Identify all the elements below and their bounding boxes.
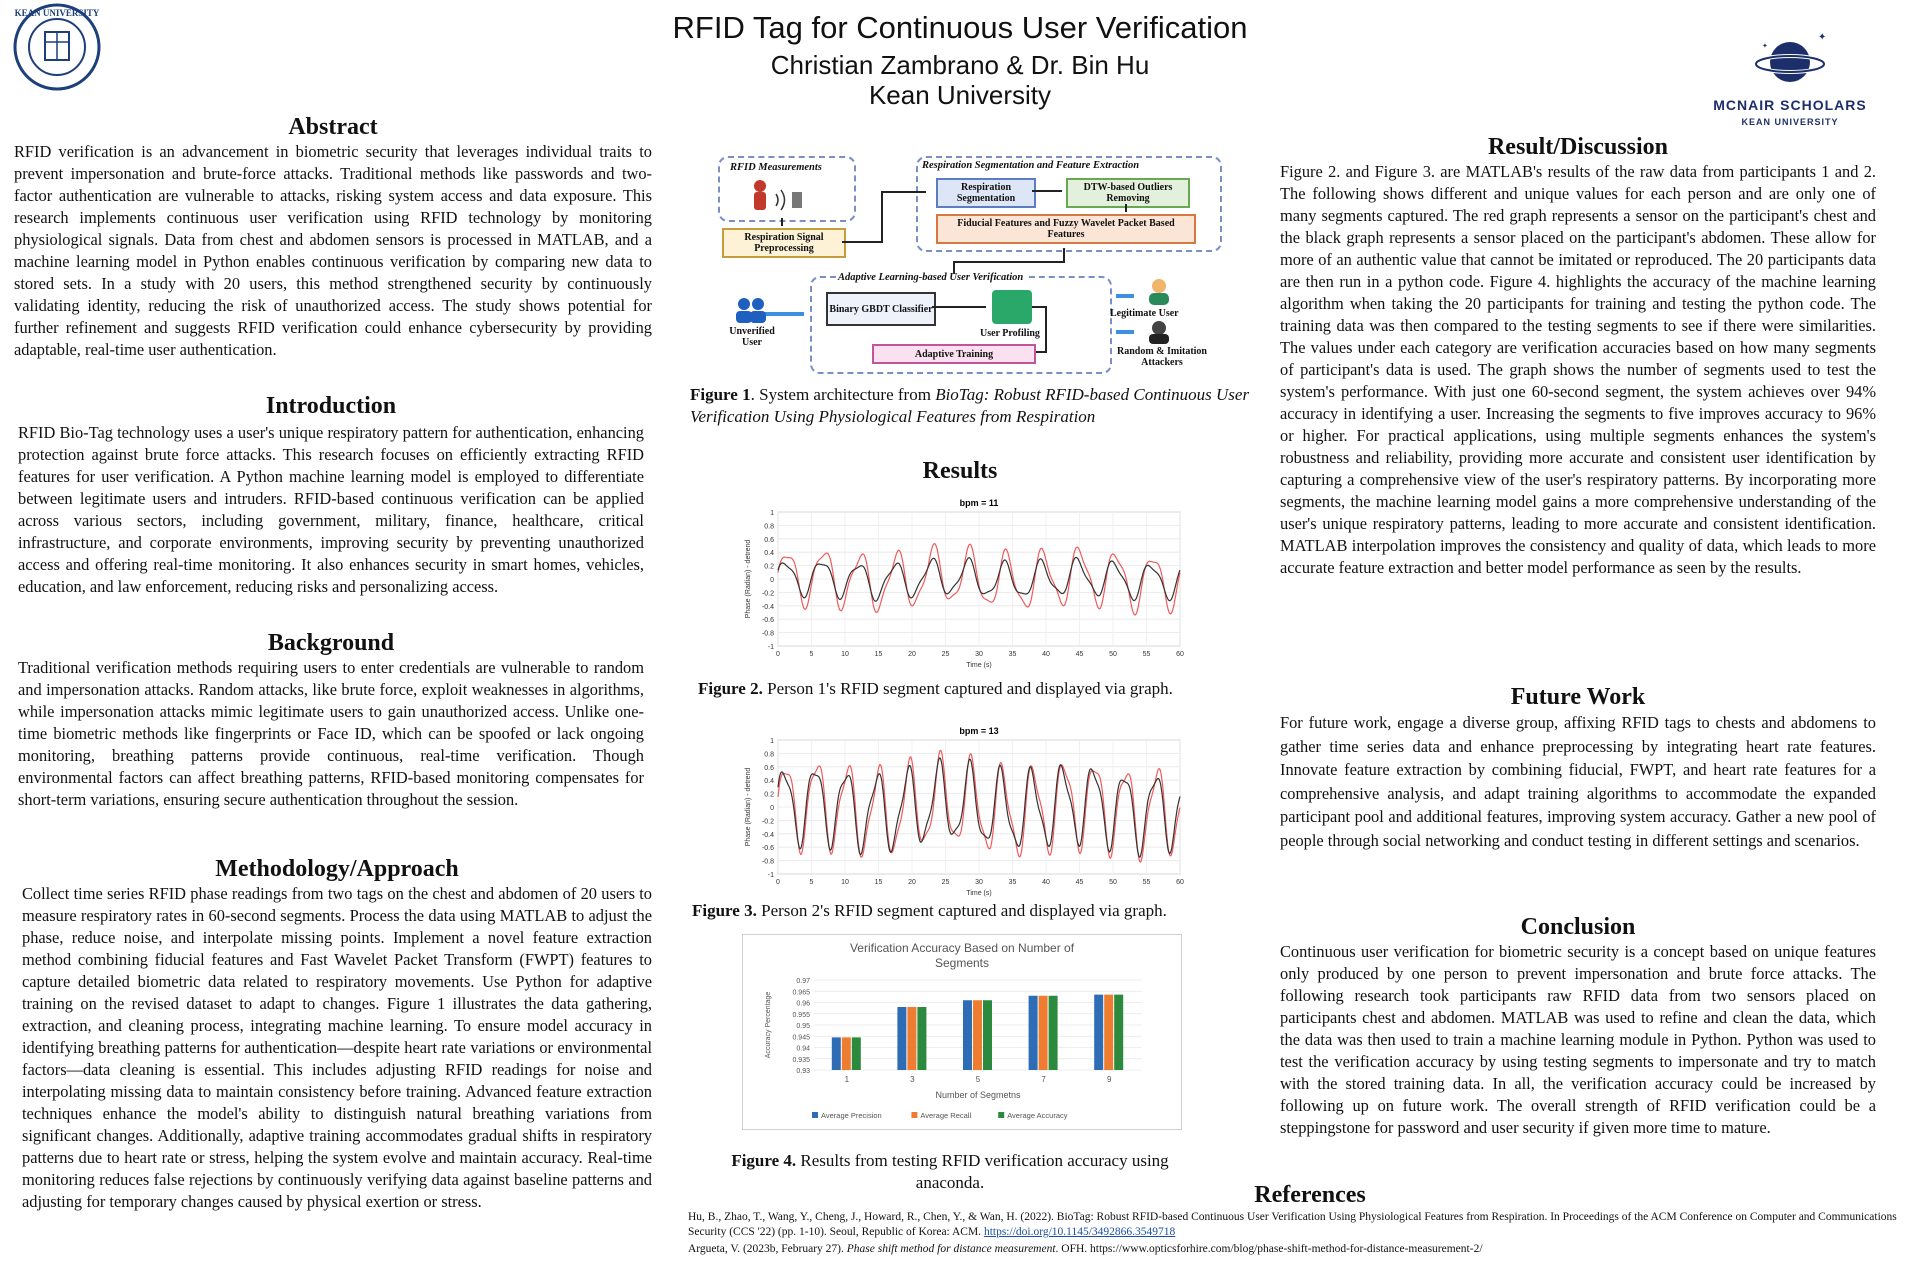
y-tick-label: 1 <box>770 510 774 517</box>
figure1-caption-italic: BioTag: Robust RFID-based Continuous User Verification Using Physiological Features from Respiration <box>690 385 1250 426</box>
methodology-section <box>22 856 652 1213</box>
legend-label: Average Accuracy <box>1007 1111 1068 1120</box>
figure4-caption-text: Results from testing RFID verification accuracy using anaconda. <box>796 1151 1169 1192</box>
box-fiducial-features: Fiducial Features and Fuzzy Wavelet Packet Based Features <box>936 214 1196 244</box>
y-tick-label: -1 <box>767 872 774 879</box>
box-respiration-preprocessing: Respiration Signal Preprocessing <box>722 228 846 258</box>
legend-swatch <box>998 1112 1004 1118</box>
legend-swatch <box>911 1112 917 1118</box>
bar-average-precision <box>1029 996 1038 1070</box>
x-tick-label: 35 <box>1008 879 1017 886</box>
background-section <box>18 630 644 811</box>
legend-label: Average Precision <box>821 1111 882 1120</box>
label-user-profiling: User Profiling <box>980 328 1040 339</box>
bar-average-precision <box>897 1007 906 1070</box>
x-tick-label: 20 <box>908 651 916 658</box>
y-tick-label: -0.8 <box>761 858 774 866</box>
methodology-heading: Methodology/Approach <box>215 856 459 882</box>
y-tick-label: 0.4 <box>764 550 774 558</box>
y-tick-label: -0.6 <box>761 617 774 625</box>
y-tick-label: 0.96 <box>796 1000 810 1008</box>
x-tick-label: 5 <box>809 879 814 886</box>
abstract-text: RFID verification is an advancement in biometric security that leverages individual traits to prevent impersonation and brute-force attacks. Traditional methods like passwords and two-factor authentication are vulnerable to attacks, risking system access and data exposure. This research implements continuous user verification using RFID technology by monitoring physiological signals. Data from chest and abdomen sensors is processed in MATLAB, and a machine learning model in Python enables continuous verification by comparing new data to stored sets. In a study with 20 users, this method strengthened security by continuously validating identity, reducing the risk of unauthorized access. The study shows potential for further refinement and suggests RFID verification could enhance cybersecurity by providing adaptable, real-time user authentication. <box>14 142 652 359</box>
x-tick-label: 45 <box>1075 879 1084 886</box>
x-tick-label: 55 <box>1142 651 1151 658</box>
label-unverified-user: Unverified User <box>729 326 775 348</box>
x-tick-label: 3 <box>910 1075 915 1084</box>
x-tick-label: 10 <box>841 879 849 886</box>
label-attackers: Random & Imitation Attackers <box>1116 346 1207 368</box>
reference-2-pre: Argueta, V. (2023b, February 27). <box>688 1243 847 1255</box>
y-tick-label: -0.8 <box>761 630 774 638</box>
mcnair-title: MCNAIR SCHOLARS <box>1713 97 1867 113</box>
y-tick-label: 0 <box>770 805 774 812</box>
legitimate-user-icon <box>1144 278 1174 306</box>
discussion-section <box>1280 134 1876 579</box>
bar-average-recall <box>907 1007 916 1070</box>
group-adaptive-learning-title: Adaptive Learning-based User Verification <box>838 272 1024 283</box>
x-tick-label: 60 <box>1176 879 1184 886</box>
figure3-caption <box>692 900 1252 922</box>
box-dtw-outliers: DTW-based Outliers Removing <box>1066 178 1190 208</box>
x-tick-label: 45 <box>1075 651 1084 658</box>
y-tick-label: 0.955 <box>792 1011 810 1019</box>
references-list <box>688 1210 1916 1257</box>
results-heading <box>880 458 1040 485</box>
y-tick-label: -0.6 <box>761 845 774 853</box>
attacker-icon <box>1144 320 1174 344</box>
y-tick-label: -0.4 <box>761 831 774 839</box>
y-axis-label: Phase (Radian) - detrend <box>745 767 752 847</box>
reference-2 <box>688 1242 1916 1257</box>
figure4-caption-label: Figure 4. <box>731 1151 797 1170</box>
y-tick-label: 0.97 <box>796 978 810 985</box>
y-tick-label: 0.93 <box>796 1068 810 1075</box>
y-tick-label: 0.95 <box>796 1023 810 1030</box>
reference-2-post: . OFH. https://www.opticsforhire.com/blog/phase-shift-method-for-distance-measurement-2/ <box>1055 1243 1483 1255</box>
box-adaptive-training: Adaptive Training <box>872 344 1036 364</box>
poster-title: RFID Tag for Continuous User Verification <box>672 10 1248 45</box>
y-tick-label: -0.4 <box>761 603 774 611</box>
bar-average-accuracy <box>852 1037 861 1070</box>
x-tick-label: 1 <box>844 1075 850 1084</box>
y-tick-label: 1 <box>770 738 774 745</box>
y-tick-label: 0.6 <box>764 764 774 772</box>
y-tick-label: 0.94 <box>796 1045 810 1053</box>
kean-seal <box>12 2 102 92</box>
figure2-caption-text: Person 1's RFID segment captured and displayed via graph. <box>762 679 1173 698</box>
poster-authors: Christian Zambrano & Dr. Bin Hu <box>770 50 1150 80</box>
bar-average-accuracy <box>917 1007 926 1070</box>
legend-label: Average Recall <box>920 1111 972 1120</box>
y-tick-label: 0.8 <box>764 523 774 531</box>
figure3-line-chart <box>730 722 1190 902</box>
y-tick-label: 0.965 <box>792 989 810 997</box>
x-tick-label: 25 <box>941 879 950 886</box>
label-legitimate-user: Legitimate User <box>1110 308 1179 319</box>
x-tick-label: 10 <box>841 651 849 658</box>
svg-text:✦: ✦ <box>1818 32 1827 43</box>
bar-average-accuracy <box>1114 995 1123 1070</box>
svg-text:✦: ✦ <box>1762 42 1768 50</box>
bar-average-recall <box>973 1000 982 1070</box>
introduction-section <box>18 393 644 598</box>
x-tick-label: 0 <box>776 651 780 658</box>
y-tick-label: -1 <box>767 644 774 651</box>
background-text: Traditional verification methods requiring users to enter credentials are vulnerable to random and impersonation attacks. Random attacks, like brute force, exploit weaknesses in algorithms, while impersonation attacks mimic legitimate users to gain unauthorized access. Unlike one-time biometric methods like fingerprints or Face ID, which can be spoofed or lack ongoing monitoring, breathing patterns provide continuous, real-time verification. Though environmental factors can affect breathing patterns, RFID-based monitoring compensates for short-term variations, ensuring secure authentication throughout the session. <box>18 658 644 809</box>
future-work-section <box>1280 684 1876 853</box>
chart-title: bpm = 13 <box>959 726 999 736</box>
x-tick-label: 30 <box>975 879 983 886</box>
x-tick-label: 15 <box>874 879 883 886</box>
bar-average-precision <box>963 1000 972 1070</box>
x-tick-label: 25 <box>941 651 950 658</box>
future-work-text: For future work, engage a diverse group, affixing RFID tags to chests and abdomens to gather time series data and enhance preprocessing by integrating heart rate features. Innovate feature extraction by combining fiducial, FWPT, and heart rate features for a comprehensive analysis, and adapt training algorithms to accommodate the expanded participant pool and additional features, improving system accuracy. Gather a new pool of people through social networking and conduct testing in different settings and scenarios. <box>1280 713 1876 850</box>
x-tick-label: 50 <box>1109 651 1117 658</box>
y-tick-label: 0.4 <box>764 778 774 786</box>
poster-affiliation: Kean University <box>868 80 1052 110</box>
figure1-caption-text: . System architecture from <box>750 385 936 404</box>
chart-title-line2: Segments <box>934 956 990 970</box>
reference-1-link[interactable]: https://doi.org/10.1145/3492866.3549718 <box>983 1226 1176 1238</box>
x-tick-label: 7 <box>1041 1075 1046 1084</box>
x-tick-label: 40 <box>1042 879 1050 886</box>
figure3-caption-label: Figure 3. <box>692 901 757 920</box>
bar-average-precision <box>1094 995 1103 1070</box>
planet-icon <box>1700 30 1880 90</box>
references-heading <box>1230 1182 1390 1209</box>
figure2-caption <box>698 678 1258 700</box>
reference-1-text: Hu, B., Zhao, T., Wang, Y., Cheng, J., Howard, R., Chen, Y., & Wan, H. (2022). BioTag: Robust RFID-based Continuous User Verification Using Physiological Features from Respiration. In Proceedings of the ACM Conference on Computer and Communications Security (CCS '22) (pp. 1-10). Seoul, Republic of Korea: ACM. <box>688 1211 1897 1238</box>
mcnair-subtitle: KEAN UNIVERSITY <box>1741 117 1839 127</box>
references-heading-text: References <box>1254 1182 1366 1208</box>
users-icon <box>732 296 772 326</box>
y-tick-label: -0.2 <box>761 590 774 598</box>
y-tick-label: 0.6 <box>764 536 774 544</box>
background-heading: Background <box>267 630 395 656</box>
future-work-heading: Future Work <box>1510 684 1646 710</box>
reference-1 <box>688 1210 1916 1240</box>
bar-average-precision <box>832 1037 841 1070</box>
y-tick-label: 0.945 <box>792 1034 810 1042</box>
bar-average-accuracy <box>1049 996 1058 1070</box>
y-tick-label: 0.2 <box>764 791 774 799</box>
figure2-line-chart <box>730 494 1190 674</box>
bar-average-recall <box>1039 996 1048 1070</box>
x-axis-label: Time (s) <box>966 662 992 669</box>
bar-average-accuracy <box>983 1000 992 1070</box>
conclusion-section <box>1280 914 1876 1139</box>
svg-text:KEAN UNIVERSITY: KEAN UNIVERSITY <box>14 8 100 18</box>
x-tick-label: 35 <box>1008 651 1017 658</box>
y-axis-label: Phase (Radian) - detrend <box>745 539 752 619</box>
figure4-caption <box>700 1150 1200 1194</box>
x-tick-label: 5 <box>809 651 814 658</box>
figure1-caption <box>690 384 1270 428</box>
group-rfid-measurements-title: RFID Measurements <box>730 162 822 173</box>
group-respiration-segmentation-title: Respiration Segmentation and Feature Extraction <box>922 160 1140 171</box>
abstract-section <box>14 114 652 361</box>
legend-swatch <box>812 1112 818 1118</box>
box-respiration-segmentation: Respiration Segmentation <box>936 178 1036 208</box>
discussion-text: Figure 2. and Figure 3. are MATLAB's results of the raw data from participants 1 and 2. The following shows different and unique values for each person and are only one of many segments captured. The red graph represents a sensor on the participant's chest and the black graph represents a sensor placed on the participant's abdomen. These allow for more of an authentic value that cannot be imitated or reproduced. The 20 participants data are then run in a python code. Figure 4. highlights the accuracy of the machine learning algorithm when taking the 20 participants for training and testing the python code. The training data was then compared to the testing segments to see if there were similarities. The values under each category are verification accuracies based on how many segments of participant's data is used. The graph shows the number of segments used to test the system's performance. With just one 60-second segment, the system achieves over 94% accuracy in identifying a user. Increasing the segments to five improves accuracy to 96% or higher. For practical applications, using multiple segments enhances the system's robustness and reliability, providing more accurate and consistent user identification by capturing a comprehensive view of the user's respiratory patterns. By incorporating more segments, the machine learning model gains a more comprehensive understanding of the user's unique respiratory patterns, leading to more accurate and consistent identification. MATLAB interpolation improves the consistency and quality of data, which leads to more accurate feature extraction and better model performance as seen by the results. <box>1280 162 1876 577</box>
figure3-caption-text: Person 2's RFID segment captured and displayed via graph. <box>756 901 1167 920</box>
x-tick-label: 50 <box>1109 879 1117 886</box>
chart-title-line1: Verification Accuracy Based on Number of <box>849 941 1075 955</box>
x-tick-label: 55 <box>1142 879 1151 886</box>
bar-average-recall <box>842 1037 851 1070</box>
x-tick-label: 30 <box>975 651 983 658</box>
introduction-text: RFID Bio-Tag technology uses a user's unique respiratory pattern for authentication, enhancing protection against brute force attacks. This research focuses on efficiently extracting RFID features for user verification. A Python machine learning model is employed to differentiate between legitimate users and intruders. RFID-based continuous verification can be applied across various sectors, including government, military, finance, healthcare, critical infrastructure, and corporate environments, improving security by preventing unauthorized access and offering real-time monitoring. It also enhances security in smart homes, vehicles, education, and law enforcement, reducing risks and personalizing access. <box>18 423 644 596</box>
reference-2-italic: Phase shift method for distance measurement <box>846 1243 1056 1255</box>
x-axis-label: Number of Segmetns <box>935 1090 1021 1100</box>
figure1-caption-label: Figure 1 <box>690 385 751 404</box>
discussion-heading: Result/Discussion <box>1487 134 1669 160</box>
chart-title: bpm = 11 <box>959 498 999 508</box>
y-tick-label: 0.8 <box>764 751 774 759</box>
x-tick-label: 60 <box>1176 651 1184 658</box>
x-tick-label: 15 <box>874 651 883 658</box>
figure2-caption-label: Figure 2. <box>698 679 763 698</box>
conclusion-heading: Conclusion <box>1520 914 1636 940</box>
results-heading-text: Results <box>922 458 998 484</box>
mcnair-logo <box>1700 30 1880 130</box>
conclusion-text: Continuous user verification for biometric security is a concept based on unique features only produced by one person to prevent impersonation and brute force attacks. The following research took participants raw RFID data from two sensors placed on participants chest and abdomen. MATLAB was used to refine and clean the data, which the data was then used to train a machine learning module in Python. Python was used to test the verification accuracy by using testing segments to impersonate and try to match with the stored training data. In all, the verification accuracy could be increased by following up on future work. The overall strength of RFID verification could be a steppingstone for password and user security if given more time to mature. <box>1280 942 1876 1137</box>
y-tick-label: -0.2 <box>761 818 774 826</box>
bar-average-recall <box>1104 995 1113 1070</box>
x-axis-label: Time (s) <box>966 890 992 897</box>
y-axis-label: Accuracy Percentage <box>765 991 772 1059</box>
methodology-text: Collect time series RFID phase readings from two tags on the chest and abdomen of 20 users to measure respiratory rates in 60-second segments. Process the data using MATLAB to adjust the phase, reduce noise, and interpolate missing points. Implement a novel feature extraction method combining fiducial features and Fast Wavelet Packet Transform (FWPT) features to capture detailed biometric data related to respiratory movements. Use Python for adaptive training on the revised dataset to adapt to changes. Figure 1 illustrates the data gathering, extraction, and cleaning process, integrating machine learning. To ensure model accuracy in identifying breathing patterns for authentication—despite heart rate variations or environmental factors—data cleaning is essential. This includes adjusting RFID readings for noise and interpolating missing data to maintain consistency before training. Advanced feature extraction techniques enhance the model's ability to distinguish natural breathing variations from significant changes. Additionally, adaptive training accommodates gradual shifts in respiratory patterns due to heart rate or stress, helping the system evolve and maintain accuracy. Real-time monitoring reduces false rejections by continuously verifying data against baseline patterns and adjusting for temporary changes caused by physical exertion or stress. <box>22 884 652 1211</box>
figure1-diagram <box>686 150 1226 380</box>
y-tick-label: 0.2 <box>764 563 774 571</box>
introduction-heading: Introduction <box>265 393 397 419</box>
x-tick-label: 9 <box>1106 1075 1112 1084</box>
abstract-heading: Abstract <box>288 114 378 140</box>
x-tick-label: 5 <box>975 1075 981 1084</box>
y-tick-label: 0.935 <box>792 1056 810 1064</box>
x-tick-label: 0 <box>776 879 780 886</box>
y-tick-label: 0 <box>770 577 774 584</box>
x-tick-label: 40 <box>1042 651 1050 658</box>
box-binary-gbdt: Binary GBDT Classifier <box>826 292 936 326</box>
x-tick-label: 20 <box>908 879 916 886</box>
figure4-bar-chart <box>742 934 1182 1130</box>
